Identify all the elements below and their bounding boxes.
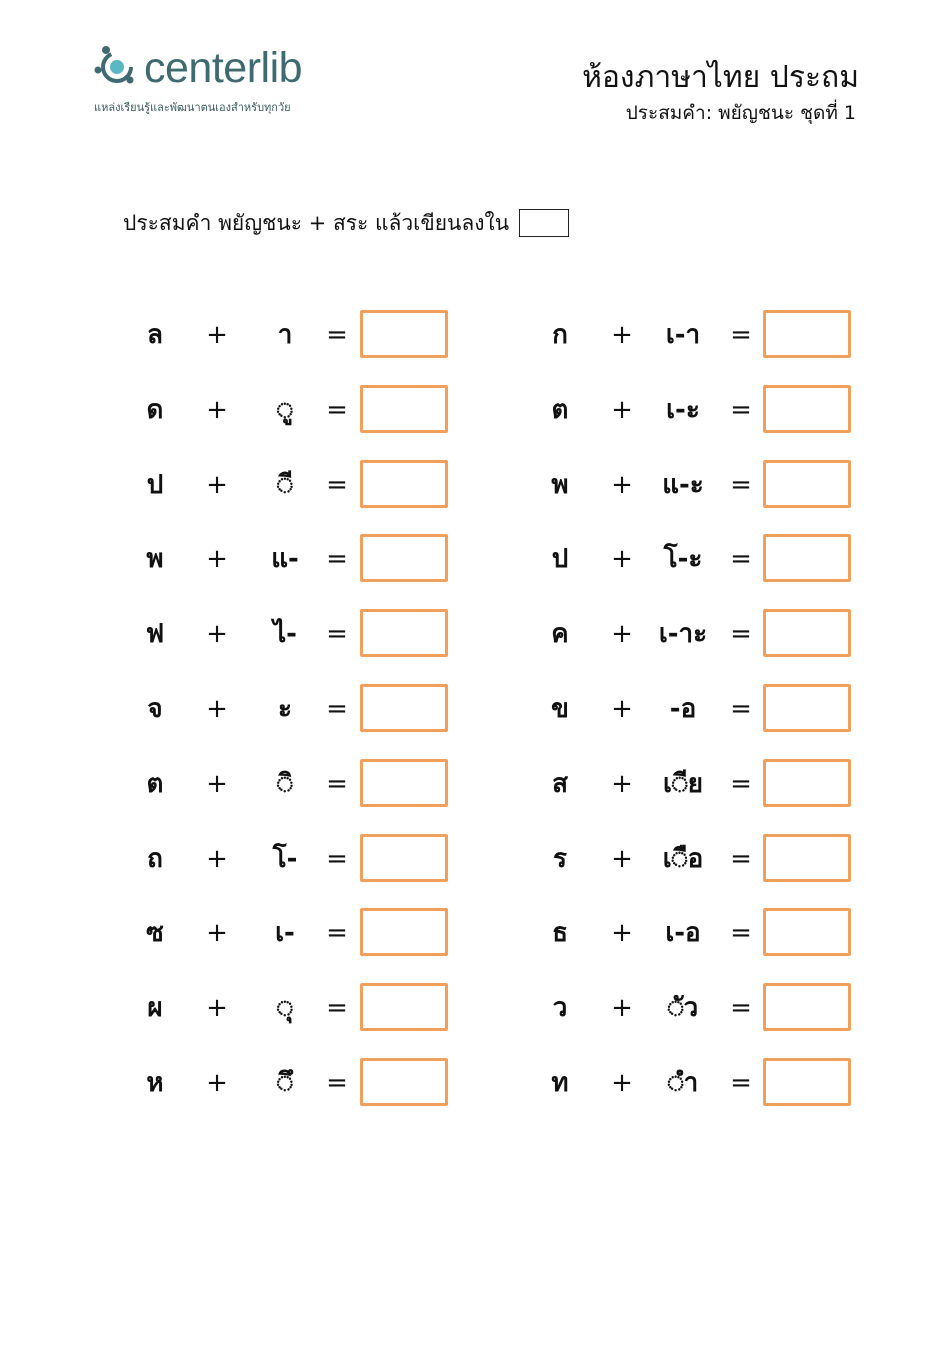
equals-sign: = (730, 1067, 752, 1098)
exercise-row (525, 310, 860, 360)
exercise-row (525, 908, 860, 958)
vowel: เ-าะ (658, 619, 708, 650)
equals-sign: = (326, 768, 348, 799)
plus-sign: + (206, 918, 228, 949)
exercise-row (525, 385, 860, 435)
logo-tagline: แหล่งเรียนรู้และพัฒนาตนเองสำหรับทุกวัย (94, 101, 291, 114)
consonant: ป (551, 544, 569, 575)
vowel: ะ (278, 693, 292, 724)
consonant: ข (551, 693, 569, 724)
instruction-text: ประสมคำ พยัญชนะ + สระ แล้วเขียนลงใน (123, 211, 510, 235)
vowel: แ- (271, 544, 299, 575)
exercise-row (120, 609, 455, 659)
vowel: ◌ี (277, 469, 293, 500)
consonant: ท (551, 1067, 569, 1098)
exercise-row (525, 460, 860, 510)
plus-sign: + (611, 469, 633, 500)
equals-sign: = (730, 693, 752, 724)
answer-box[interactable] (360, 609, 448, 657)
logo-wordmark: centerlib (144, 44, 303, 92)
exercise-row (525, 983, 860, 1033)
exercise-row (525, 684, 860, 734)
plus-sign: + (206, 843, 228, 874)
equals-sign: = (326, 544, 348, 575)
vowel: ◌ิ (277, 768, 293, 799)
vowel: เ-า (665, 320, 701, 350)
exercise-row (120, 908, 455, 958)
logo (92, 40, 342, 120)
exercise-row (525, 1058, 860, 1108)
equals-sign: = (730, 768, 752, 799)
equals-sign: = (326, 394, 348, 425)
equals-sign: = (730, 993, 752, 1024)
left-column (120, 310, 455, 1133)
answer-box[interactable] (360, 759, 448, 807)
plus-sign: + (611, 1067, 633, 1098)
vowel: า (277, 320, 293, 350)
vowel: -อ (669, 693, 697, 724)
vowel: ◌ึ (277, 1067, 293, 1098)
plus-sign: + (206, 768, 228, 799)
exercise-row (120, 460, 455, 510)
vowel: แ-ะ (662, 469, 704, 500)
equals-sign: = (326, 993, 348, 1024)
plus-sign: + (206, 693, 228, 724)
plus-sign: + (611, 544, 633, 575)
answer-box[interactable] (763, 759, 851, 807)
vowel: ◌ุ (277, 993, 293, 1024)
exercise-row (120, 759, 455, 809)
consonant: ก (552, 320, 568, 350)
exercise-row (525, 834, 860, 884)
consonant: ผ (147, 993, 163, 1024)
equals-sign: = (730, 544, 752, 575)
answer-box[interactable] (360, 908, 448, 956)
consonant: ร (553, 843, 567, 874)
answer-box[interactable] (763, 460, 851, 508)
right-column (525, 310, 860, 1133)
consonant: ถ (147, 843, 163, 874)
answer-box[interactable] (360, 834, 448, 882)
consonant: ต (146, 768, 164, 799)
consonant: ฟ (145, 619, 165, 650)
equals-sign: = (326, 320, 348, 350)
plus-sign: + (611, 394, 633, 425)
instruction (123, 207, 569, 239)
answer-box[interactable] (763, 1058, 851, 1106)
plus-sign: + (206, 619, 228, 650)
exercise-row (120, 834, 455, 884)
plus-sign: + (206, 993, 228, 1024)
plus-sign: + (206, 320, 228, 350)
answer-box[interactable] (360, 310, 448, 358)
exercise-row (525, 759, 860, 809)
exercise-row (525, 534, 860, 584)
vowel: เ-ะ (666, 394, 700, 425)
plus-sign: + (206, 1067, 228, 1098)
answer-box[interactable] (763, 609, 851, 657)
consonant: ด (146, 394, 164, 425)
answer-box[interactable] (360, 1058, 448, 1106)
answer-box[interactable] (763, 983, 851, 1031)
consonant: ว (552, 993, 568, 1024)
consonant: ส (552, 768, 568, 799)
plus-sign: + (611, 918, 633, 949)
equals-sign: = (326, 619, 348, 650)
exercise-row (120, 1058, 455, 1108)
plus-sign: + (611, 693, 633, 724)
plus-sign: + (206, 469, 228, 500)
consonant: พ (146, 544, 164, 575)
plus-sign: + (611, 320, 633, 350)
vowel: ◌ำ (667, 1067, 699, 1098)
exercise-row (120, 983, 455, 1033)
answer-box[interactable] (360, 534, 448, 582)
vowel: โ- (272, 843, 298, 874)
answer-box[interactable] (763, 834, 851, 882)
equals-sign: = (730, 843, 752, 874)
consonant: ต (551, 394, 569, 425)
page-subtitle: ประสมคำ: พยัญชนะ ชุดที่ 1 (625, 102, 856, 124)
plus-sign: + (611, 843, 633, 874)
vowel: ◌ู (277, 394, 293, 425)
consonant: ล (147, 320, 163, 350)
consonant: ป (146, 469, 164, 500)
equals-sign: = (326, 918, 348, 949)
vowel: ◌ัว (667, 993, 699, 1024)
plus-sign: + (206, 394, 228, 425)
vowel: เ- (275, 918, 295, 949)
equals-sign: = (730, 469, 752, 500)
consonant: ห (146, 1067, 164, 1098)
answer-box[interactable] (763, 908, 851, 956)
equals-sign: = (326, 1067, 348, 1098)
answer-box[interactable] (360, 983, 448, 1031)
plus-sign: + (611, 768, 633, 799)
equals-sign: = (730, 320, 752, 350)
consonant: ค (551, 619, 569, 650)
logo-molecule-icon (92, 42, 142, 92)
equals-sign: = (326, 843, 348, 874)
vowel: ไ- (273, 619, 297, 650)
answer-box[interactable] (360, 385, 448, 433)
vowel: เ◌ีย (662, 768, 704, 799)
exercise-row (120, 684, 455, 734)
exercise-row (120, 534, 455, 584)
consonant: พ (551, 469, 569, 500)
equals-sign: = (730, 918, 752, 949)
answer-box[interactable] (763, 385, 851, 433)
equals-sign: = (326, 469, 348, 500)
plus-sign: + (611, 993, 633, 1024)
plus-sign: + (206, 544, 228, 575)
page-title: ห้องภาษาไทย ประถม (582, 60, 859, 95)
equals-sign: = (326, 693, 348, 724)
exercise-row (120, 310, 455, 360)
answer-box[interactable] (763, 684, 851, 732)
consonant: ธ (552, 918, 568, 949)
vowel: โ-ะ (663, 544, 703, 575)
exercise-row (120, 385, 455, 435)
vowel: เ-อ (665, 918, 701, 949)
equals-sign: = (730, 394, 752, 425)
answer-box[interactable] (360, 460, 448, 508)
instruction-sample-box (519, 209, 569, 237)
consonant: ซ (146, 918, 164, 949)
exercise-row (525, 609, 860, 659)
equals-sign: = (730, 619, 752, 650)
consonant: จ (147, 693, 163, 724)
answer-box[interactable] (360, 684, 448, 732)
vowel: เ◌ือ (662, 843, 704, 874)
plus-sign: + (611, 619, 633, 650)
answer-box[interactable] (763, 534, 851, 582)
answer-box[interactable] (763, 310, 851, 358)
